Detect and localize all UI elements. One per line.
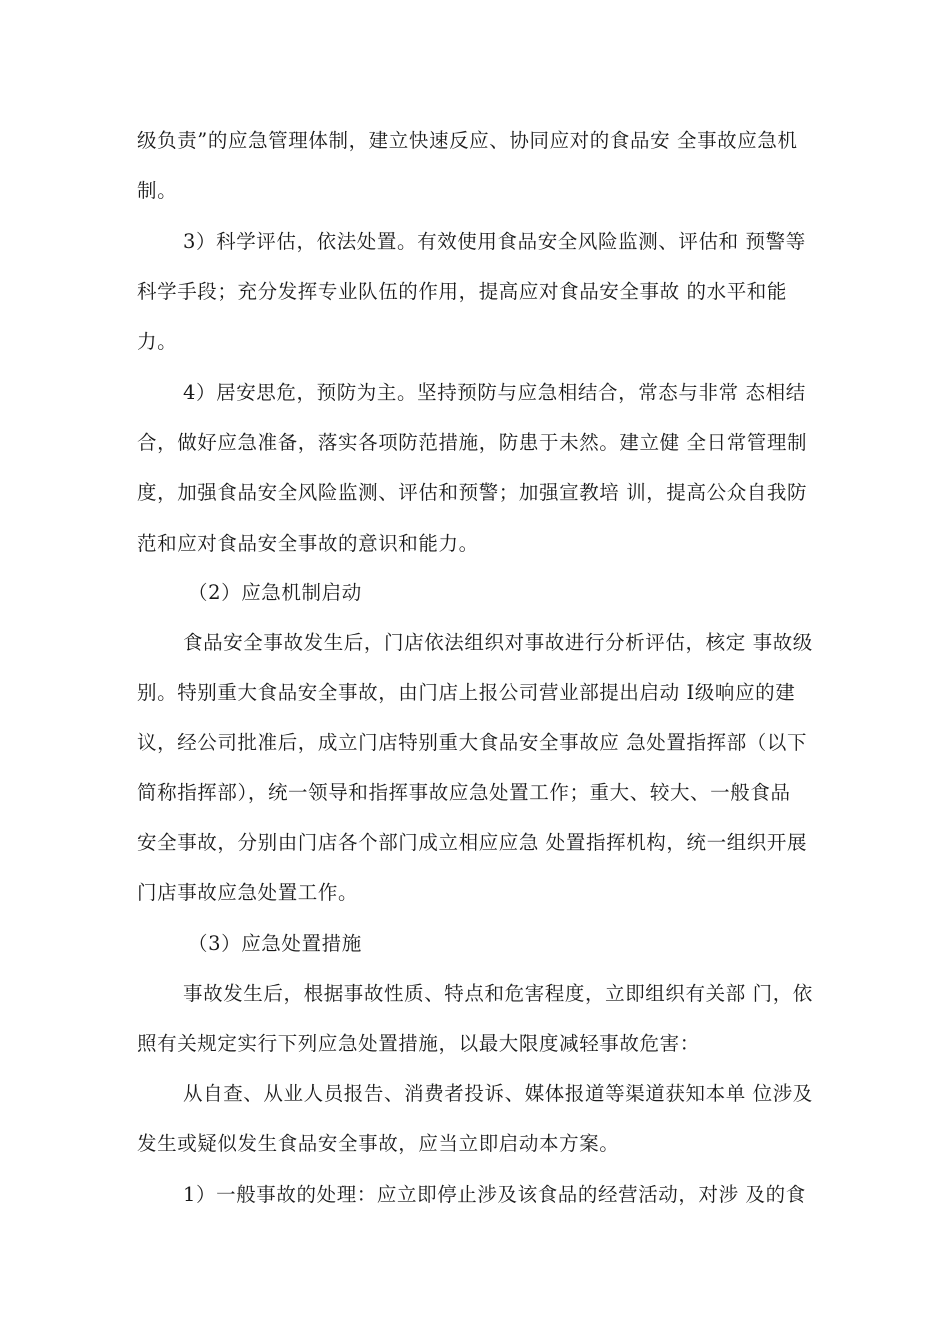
paragraph-line: 事故发生后，根据事故性质、特点和危害程度，立即组织有关部 门，依	[183, 982, 813, 1005]
paragraph-line: 3）科学评估，依法处置。有效使用食品安全风险监测、评估和 预警等	[183, 230, 806, 253]
paragraph-line: 安全事故，分别由门店各个部门成立相应应急 处置指挥机构，统一组织开展	[137, 831, 808, 854]
paragraph-line: 1）一般事故的处理：应立即停止涉及该食品的经营活动，对涉 及的食	[183, 1183, 806, 1206]
paragraph-line: 照有关规定实行下列应急处置措施，以最大限度减轻事故危害：	[137, 1032, 700, 1055]
paragraph-line: 门店事故应急处置工作。	[137, 881, 359, 904]
paragraph-line: 合，做好应急准备，落实各项防范措施，防患于未然。建立健 全日常管理制	[137, 431, 808, 454]
paragraph-line: 议，经公司批准后，成立门店特别重大食品安全事故应 急处置指挥部（以下	[137, 731, 808, 754]
paragraph-line: 食品安全事故发生后，门店依法组织对事故进行分析评估，核定 事故级	[183, 631, 813, 654]
paragraph-line: 4）居安思危，预防为主。坚持预防与应急相结合，常态与非常 态相结	[183, 381, 806, 404]
paragraph-line: 科学手段；充分发挥专业队伍的作用，提高应对食品安全事故 的水平和能	[137, 280, 787, 303]
paragraph-line: 级负责”的应急管理体制，建立快速反应、协同应对的食品安 全事故应急机	[137, 129, 798, 152]
paragraph-line: 简称指挥部），统一领导和指挥事故应急处置工作；重大、较大、一般食品	[137, 781, 791, 804]
paragraph-line: 力。	[137, 330, 178, 353]
paragraph-line: 制。	[137, 179, 178, 202]
paragraph-line: 范和应对食品安全事故的意识和能力。	[137, 532, 479, 555]
paragraph-line: 从自查、从业人员报告、消费者投诉、媒体报道等渠道获知本单 位涉及	[183, 1082, 813, 1105]
paragraph-line: 别。特别重大食品安全事故，由门店上报公司营业部提出启动 I级响应的建	[137, 681, 796, 704]
paragraph-line: 度，加强食品安全风险监测、评估和预警；加强宣教培 训，提高公众自我防	[137, 481, 808, 504]
section-heading: （2）应急机制启动	[188, 581, 362, 604]
section-heading: （3）应急处置措施	[188, 932, 362, 955]
paragraph-line: 发生或疑似发生食品安全事故，应当立即启动本方案。	[137, 1132, 620, 1155]
